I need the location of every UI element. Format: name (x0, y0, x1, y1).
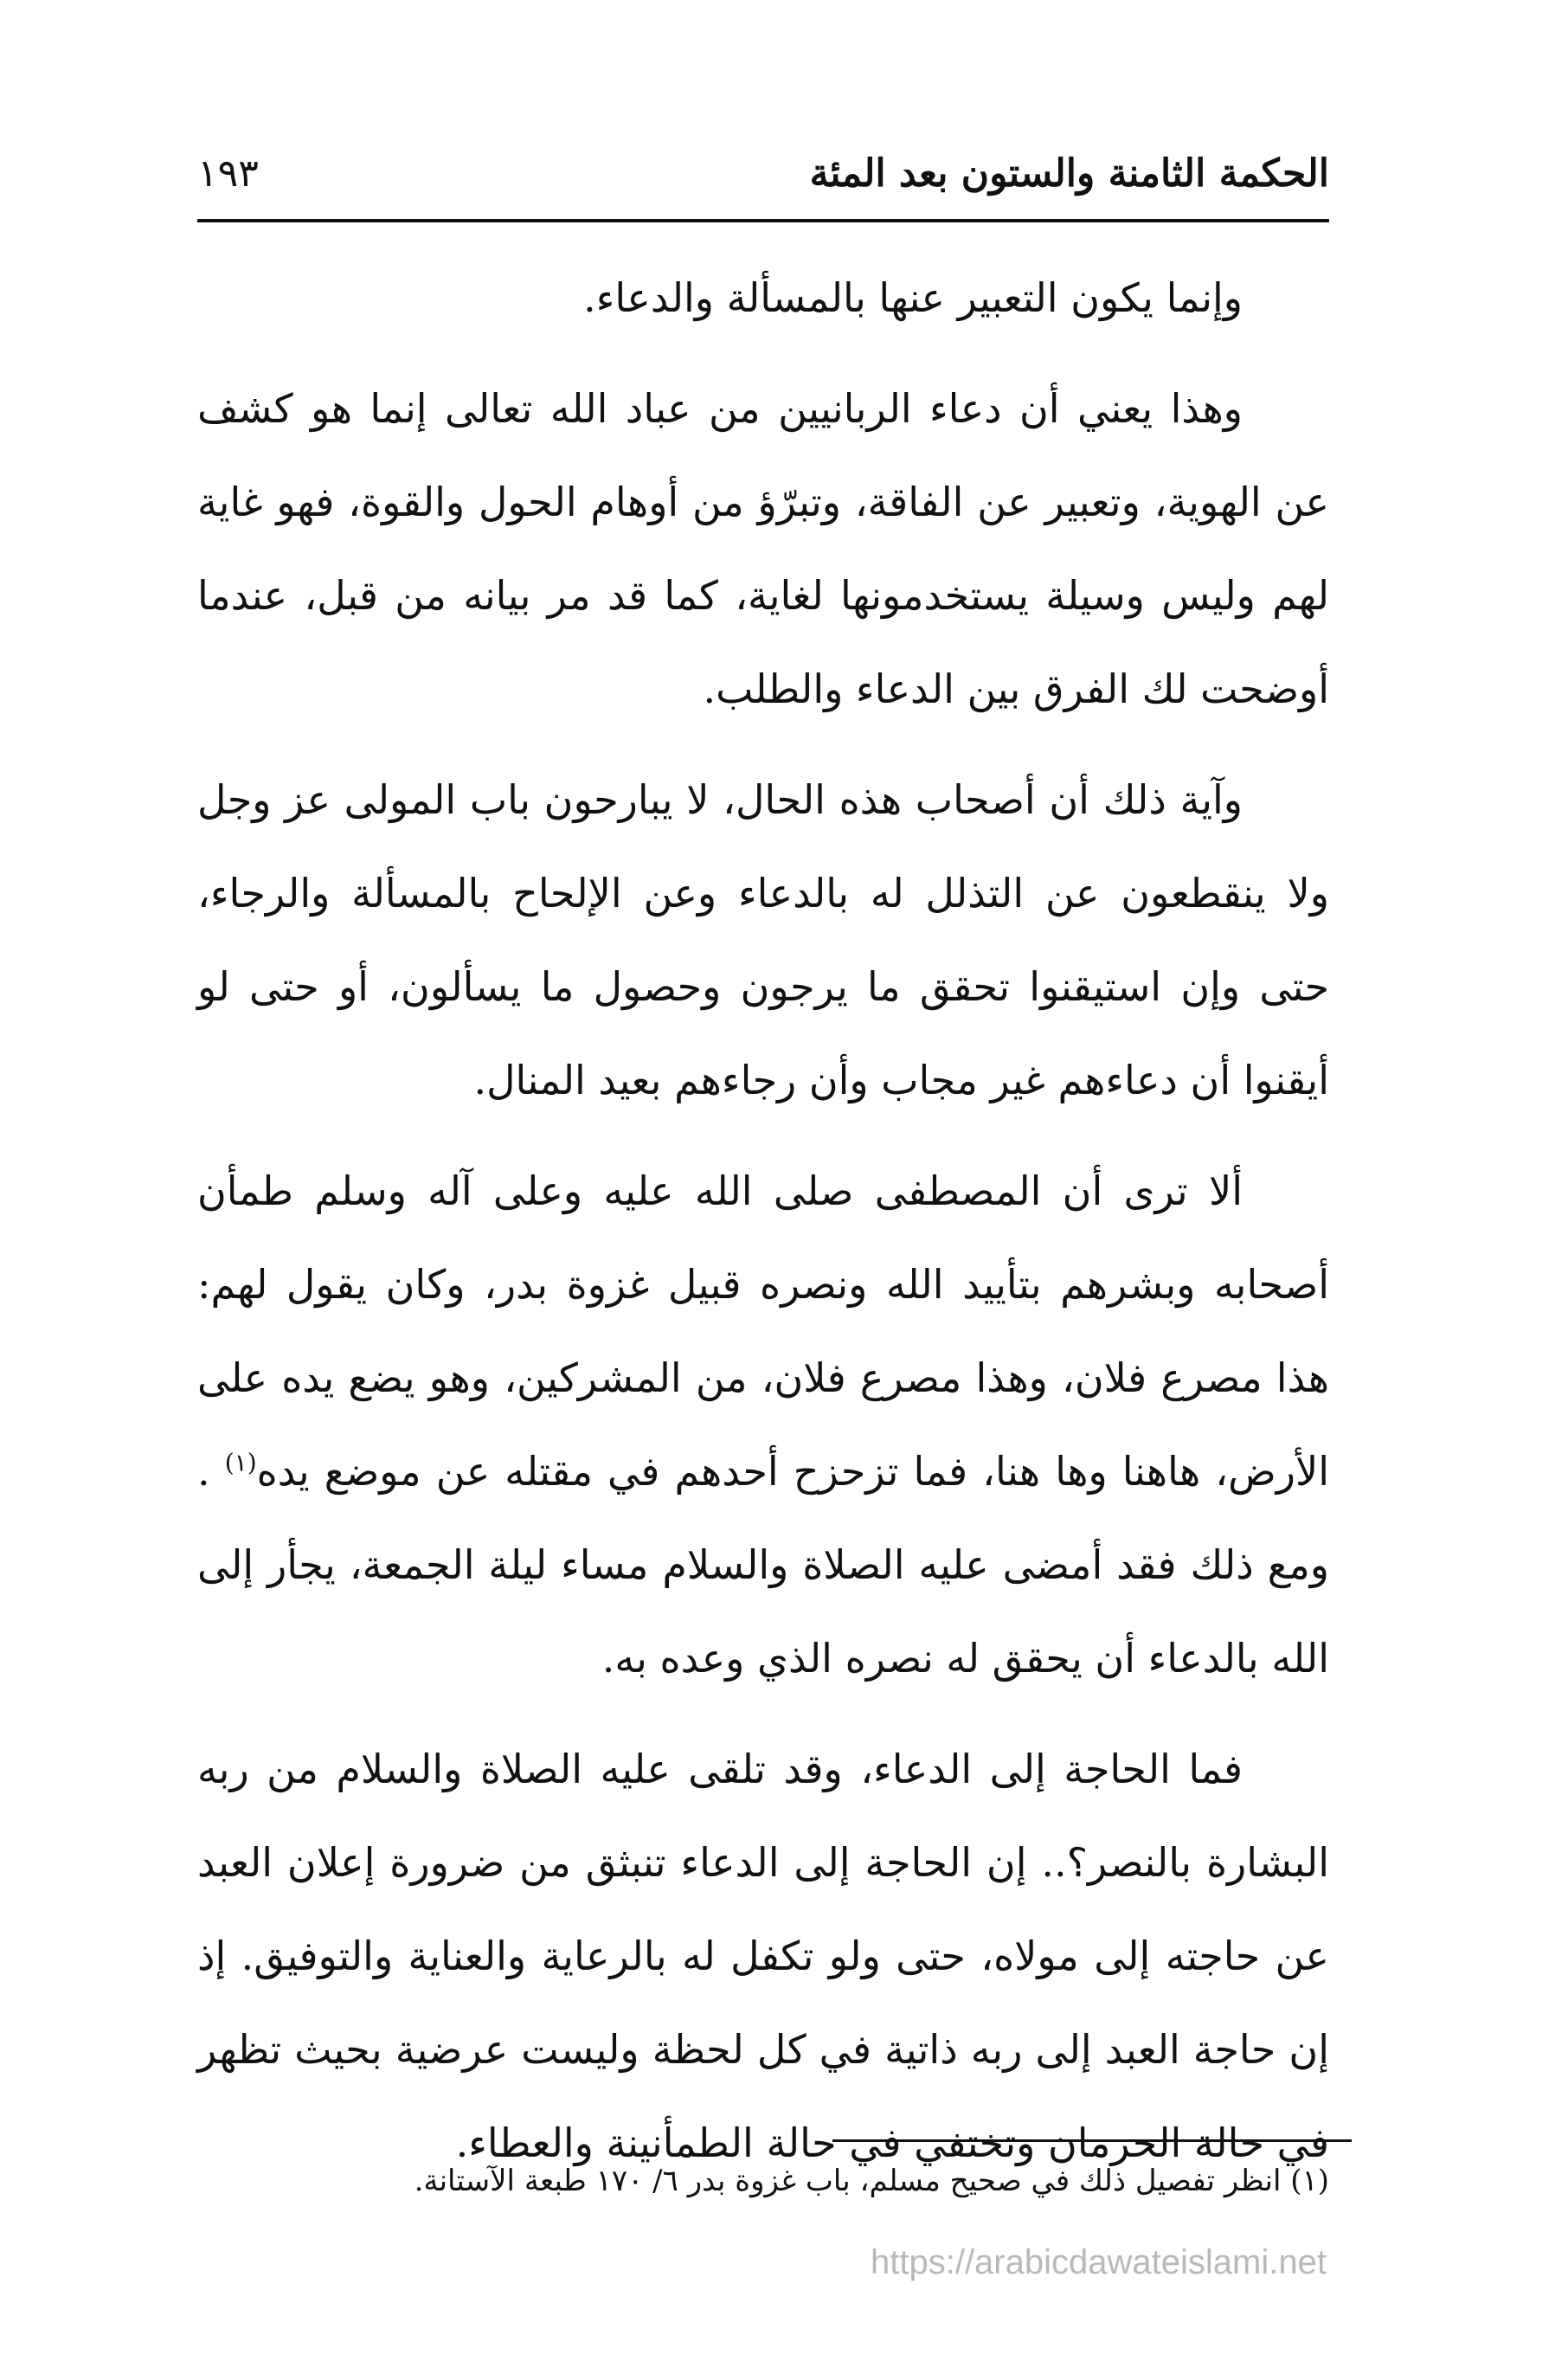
paragraph-4-text-before: ألا ترى أن المصطفى صلى الله عليه وعلى آله وسلم طمأن أصحابه وبشرهم بتأييد الله ونصره قبيل غزوة بدر، وكان يقول لهم: هذا مصرع فلان، وهذا مصرع فلان، من المشركين، وهو يضع يده على الأرض، هاهنا وها هنا، فما تزحزح أحدهم في مقتله عن موضع يده (197, 1167, 1329, 1495)
paragraph-4 (197, 1144, 1329, 1705)
footnote-rule (832, 2139, 1352, 2142)
footnote-reference: (١) (224, 1448, 257, 1477)
page-header (197, 143, 1329, 212)
paragraph-3: وآية ذلك أن أصحاب هذه الحال، لا يبارحون باب المولى عز وجل ولا ينقطعون عن التذلل له بالدعاء وعن الإلحاح بالمسألة والرجاء، حتى وإن استيقنوا تحقق ما يرجون وحصول ما يسألون، أو حتى لو أيقنوا أن دعاءهم غير مجاب وأن رجاءهم بعيد المنال. (197, 776, 1329, 1103)
watermark-url: https://arabicdawateislami.net (871, 2243, 1327, 2281)
paragraph-1: وإنما يكون التعبير عنها بالمسألة والدعاء. (583, 274, 1243, 321)
running-title: الحكمة الثامنة والستون بعد المئة (809, 151, 1329, 196)
body-text (197, 251, 1329, 2207)
header-rule (197, 219, 1329, 222)
paragraph-2: وهذا يعني أن دعاء الربانيين من عباد الله تعالى إنما هو كشف عن الهوية، وتعبير عن الفاقة، وتبرّؤ من أوهام الحول والقوة، فهو غاية لهم وليس وسيلة يستخدمونها لغاية، كما قد مر بيانه من قبل، عندما أوضحت لك الفرق بين الدعاء والطلب. (197, 385, 1329, 712)
paragraph-5: فما الحاجة إلى الدعاء، وقد تلقى عليه الصلاة والسلام من ربه البشارة بالنصر؟.. إن الحاجة إلى الدعاء تنبثق من ضرورة إعلان العبد عن حاجته إلى مولاه، حتى ولو تكفل له بالرعاية والعناية والتوفيق. إذ إن حاجة العبد إلى ربه ذاتية في كل لحظة وليست عرضية بحيث تظهر في حالة الحرمان وتختفي في حالة الطمأنينة والعطاء. (197, 1746, 1329, 2166)
page-number: ١٩٣ (197, 151, 259, 196)
footnote: (١) انظر تفصيل ذلك في صحيح مسلم، باب غزوة بدر ٦/ ١٧٠ طبعة الآستانة. (414, 2164, 1329, 2198)
paragraph-4-text-after: . ومع ذلك فقد أمضى عليه الصلاة والسلام مساء ليلة الجمعة، يجأر إلى الله بالدعاء أن يحقق له نصره الذي وعده به. (197, 1448, 1329, 1682)
